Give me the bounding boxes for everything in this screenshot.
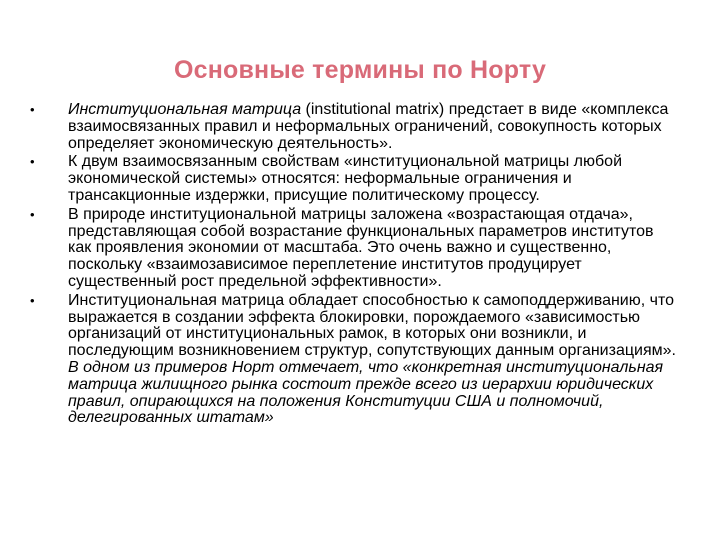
bullet-list [30,102,680,429]
list-item-text: В природе институциональной матрицы заложена «возрастающая отдача», представляющая собой возрастание функциональных параметров институтов как проявления экономии от масштаба. Это очень важно и существенно, поскольку «взаимозависимое переплетение институтов продуцирует существенный рост предельной эффективности». [68,205,654,290]
list-item-italic-text: В одном из примеров Норт отмечает, что «конкретная институциональная матрица жилищного рынка состоит прежде всего из иерархии юридических правил, опирающихся на положения Конституции США и полномочий, делегированных штатам» [68,358,664,427]
list-item [30,154,680,204]
list-item-text: К двум взаимосвязанным свойствам «институциональной матрицы любой экономической системы» относятся: неформальные ограничения и трансакционные издержки, присущие политическому процессу. [68,153,623,204]
list-item-text: Институциональная матрица обладает способностью к самоподдерживанию, что выражается в создании эффекта блокировки, порождаемого «зависимостью организаций от институциональных рамок, в которых они возникли, и последующим возникновением структур, сопутствующих данным организациям». [68,291,676,360]
list-item [30,207,680,291]
slide-title: Основные термины по Норту [173,56,547,84]
list-item-text: (institutional matrix) предстает в виде «комплекса взаимосвязанных правил и неформальных ограничений, совокупность которых определяет экономическую деятельность». [68,101,669,152]
list-item [30,293,680,427]
bullet-icon: • [30,102,35,117]
bullet-icon: • [30,292,35,308]
bullet-icon: • [30,154,35,170]
term-institutional-matrix: Институциональная матрица [68,101,302,118]
bullet-icon: • [30,206,35,222]
list-item [30,102,680,152]
